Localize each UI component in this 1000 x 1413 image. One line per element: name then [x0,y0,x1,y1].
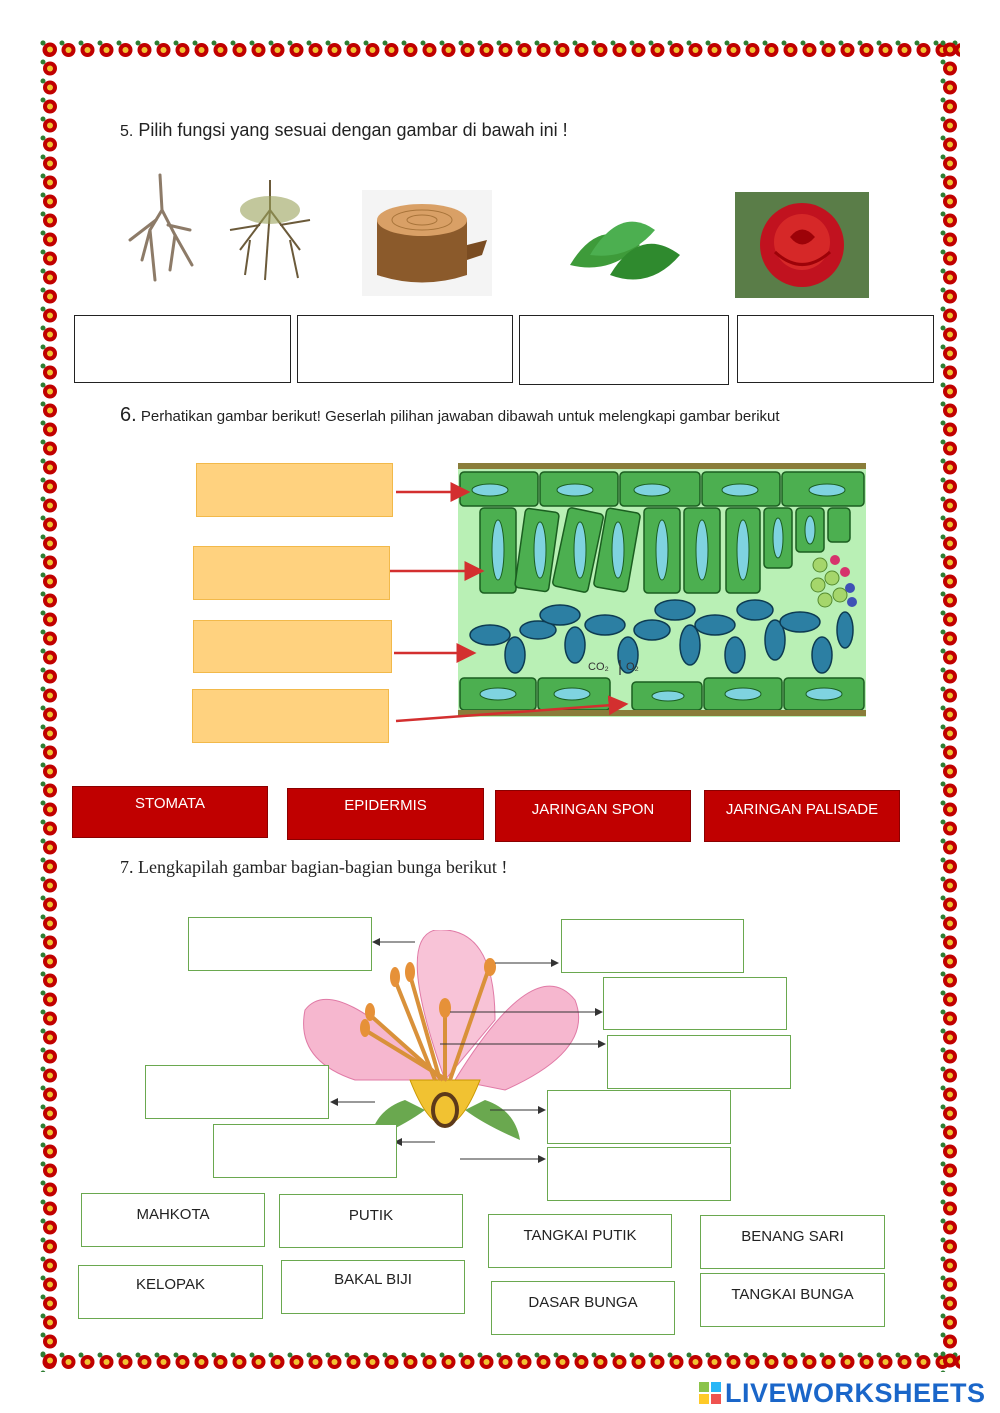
co2-label: CO₂ [588,661,609,673]
question-5-number: 5. [120,123,134,140]
roots-image [120,170,320,290]
decorative-border-left [40,40,60,1372]
question-7-title: 7. Lengkapilah gambar bagian-bagian bunga berikut ! [120,857,508,877]
answer-box-part-4[interactable] [607,1035,791,1089]
question-6-title [120,404,780,427]
option-putik[interactable]: PUTIK [279,1194,463,1248]
decorative-border-bottom [40,1352,960,1372]
tree-stump-image [362,190,492,296]
logo-text: LIVEWORKSHEETS [725,1377,986,1408]
option-benang-sari[interactable]: BENANG SARI [700,1215,885,1269]
liveworksheets-logo[interactable] [698,1378,986,1408]
option-mahkota[interactable]: MAHKOTA [81,1193,265,1247]
question-5-text: Pilih fungsi yang sesuai dengan gambar di bawah ini ! [138,120,568,140]
liveworksheets-icon [698,1381,722,1405]
option-tangkai-bunga[interactable]: TANGKAI BUNGA [700,1273,885,1327]
option-tangkai-putik[interactable]: TANGKAI PUTIK [488,1214,672,1268]
answer-box-stem[interactable] [297,315,513,383]
option-bakal-biji[interactable]: BAKAL BIJI [281,1260,465,1314]
answer-box-part-7[interactable] [213,1124,397,1178]
answer-box-part-1[interactable] [188,917,372,971]
option-jaringan-spon[interactable]: JARINGAN SPON [495,790,691,842]
answer-box-leaves[interactable] [519,315,729,385]
question-5-title [120,120,568,141]
answer-box-roots[interactable] [74,315,291,383]
decorative-border-top [40,40,960,60]
answer-box-layer-1[interactable] [196,463,393,517]
answer-box-flower[interactable] [737,315,934,383]
answer-box-layer-4[interactable] [192,689,389,743]
answer-box-layer-2[interactable] [193,546,390,600]
option-jaringan-palisade[interactable]: JARINGAN PALISADE [704,790,900,842]
question-6-number: 6. [120,404,137,426]
decorative-border-right [940,40,960,1372]
answer-box-part-5[interactable] [145,1065,329,1119]
option-kelopak[interactable]: KELOPAK [78,1265,263,1319]
answer-box-part-6[interactable] [547,1090,731,1144]
rose-image [735,192,869,298]
option-epidermis[interactable]: EPIDERMIS [287,788,484,840]
option-stomata[interactable]: STOMATA [72,786,268,838]
answer-box-part-8[interactable] [547,1147,731,1201]
option-dasar-bunga[interactable]: DASAR BUNGA [491,1281,675,1335]
answer-box-part-2[interactable] [561,919,744,973]
leaves-image [560,205,690,290]
o2-label: O₂ [626,661,639,673]
answer-box-part-3[interactable] [603,977,787,1030]
answer-box-layer-3[interactable] [193,620,392,673]
question-6-text: Perhatikan gambar berikut! Geserlah pilihan jawaban dibawah untuk melengkapi gambar berikut [140,408,780,425]
leaf-cross-section-diagram [390,460,875,730]
